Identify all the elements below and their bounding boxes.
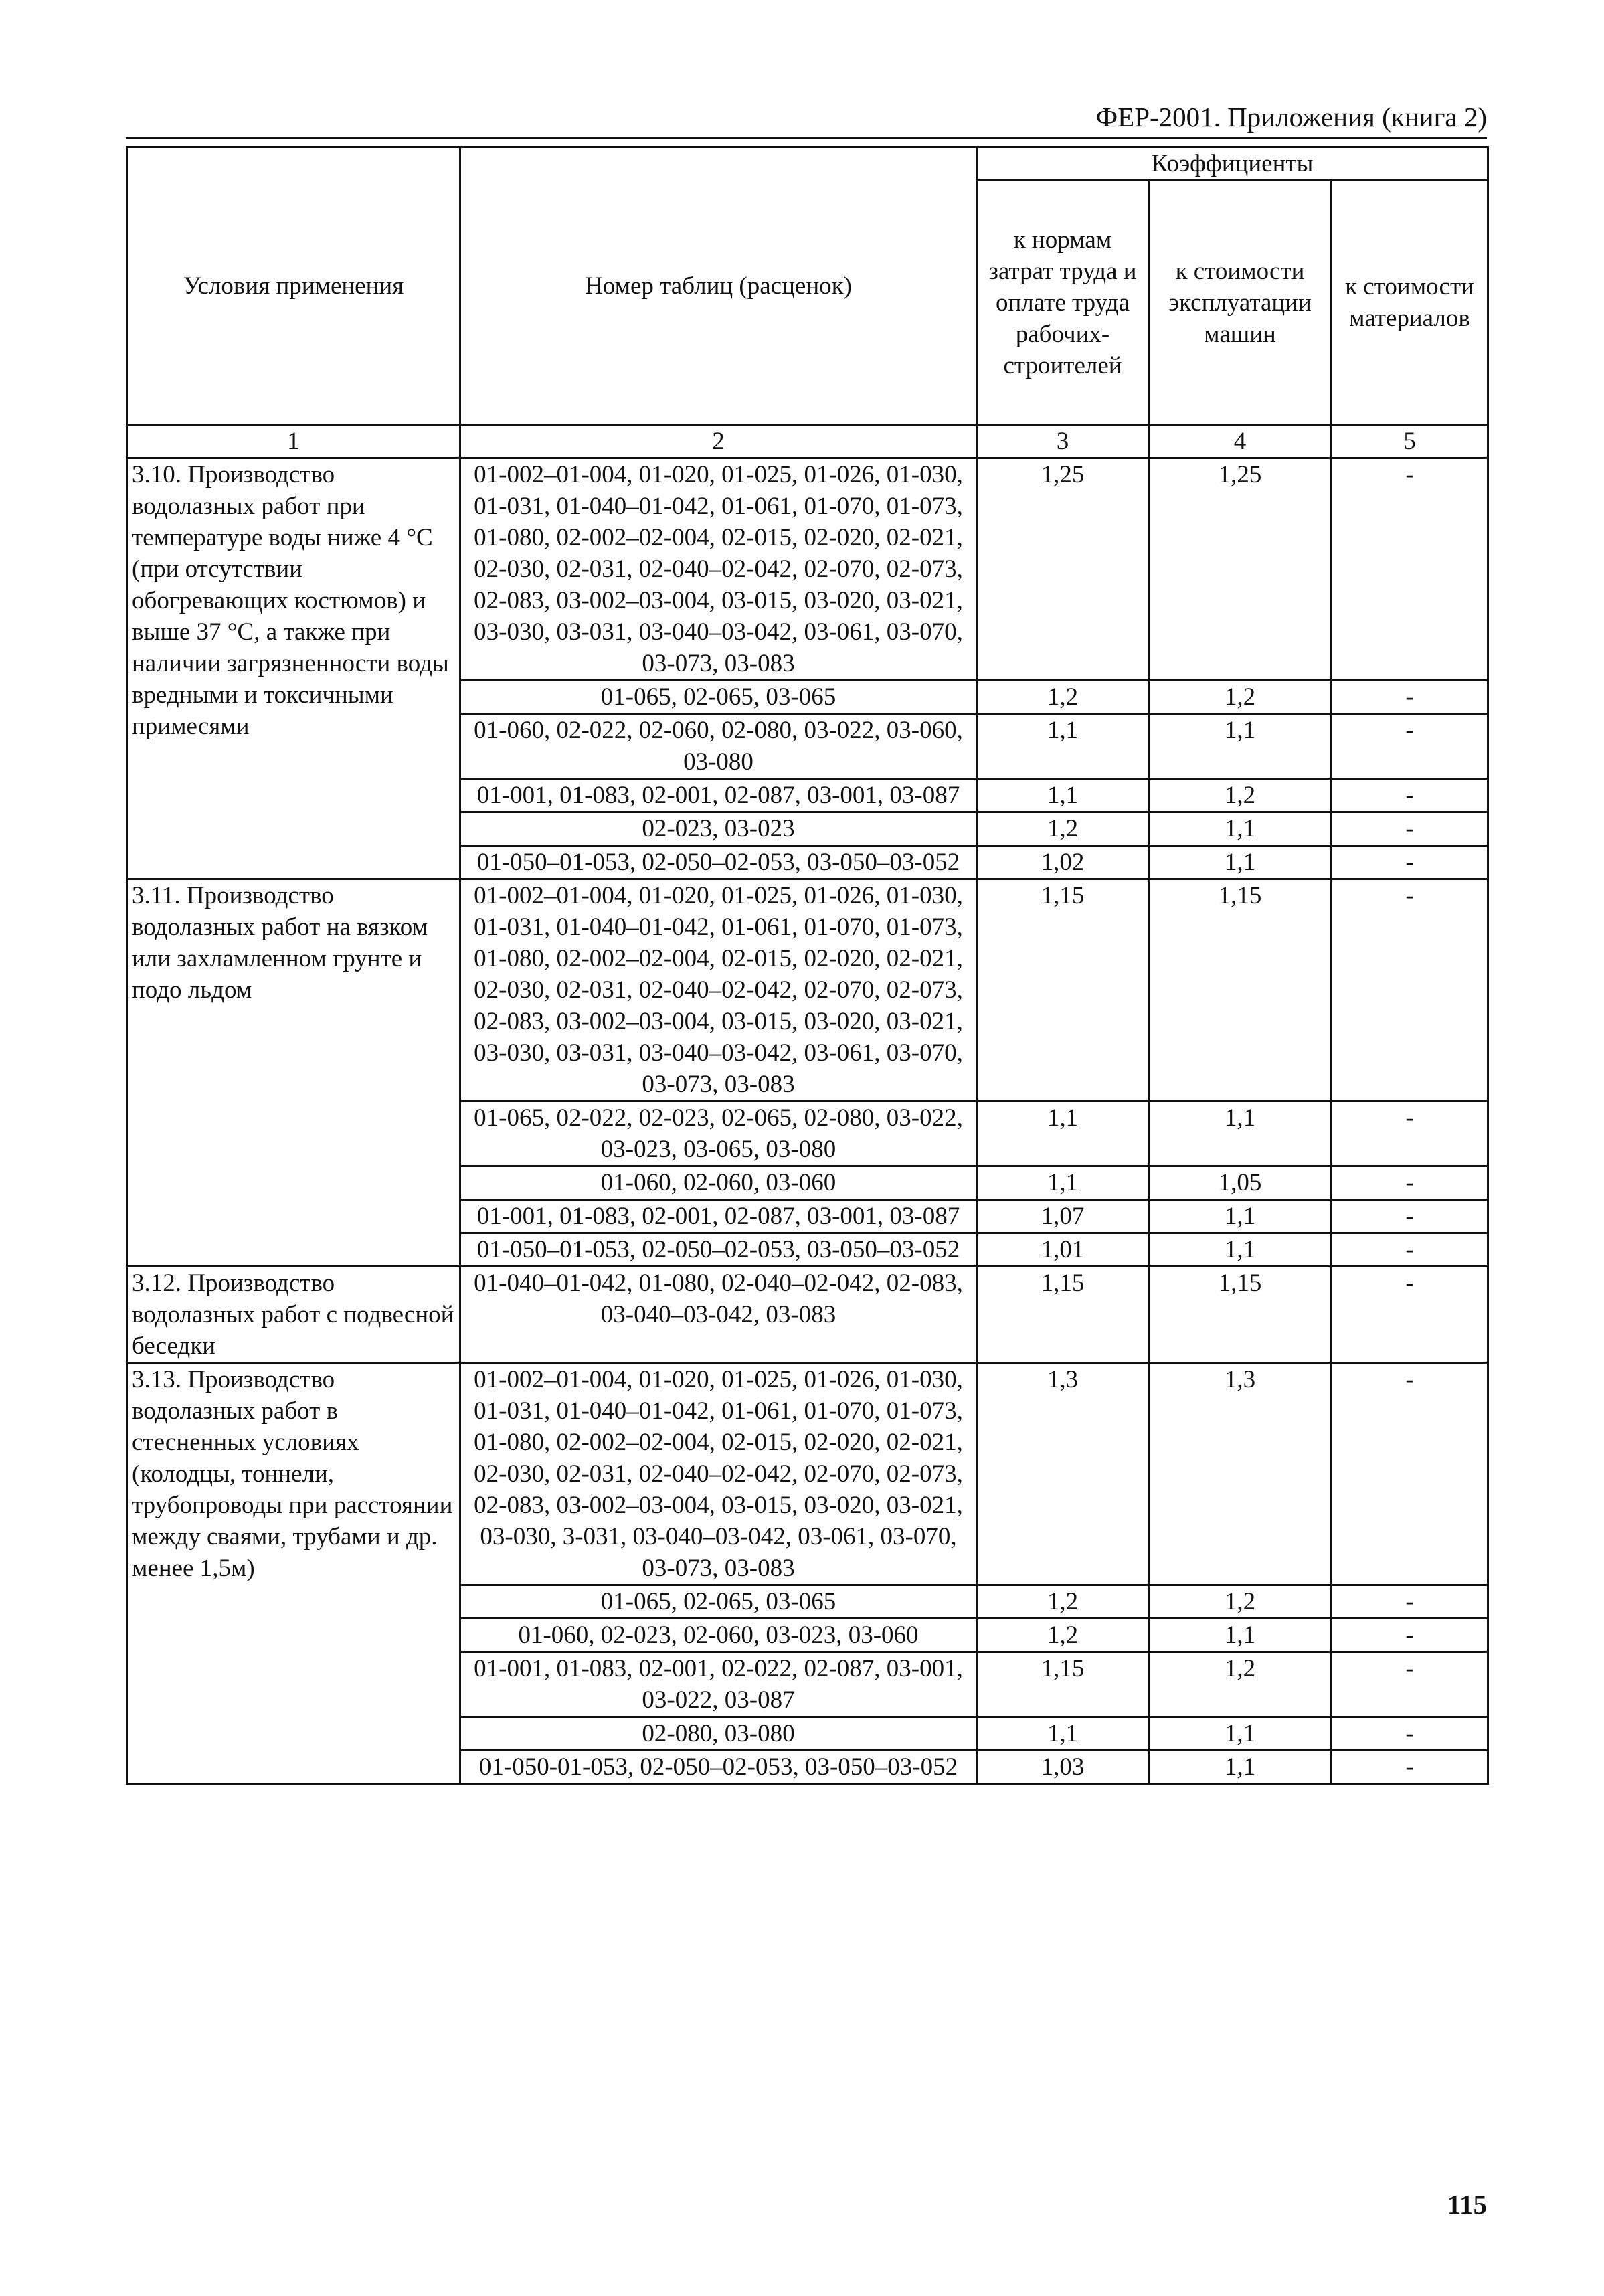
machines-coef: 1,2 [1149,779,1332,812]
materials-coef: - [1332,1619,1488,1652]
materials-coef: - [1332,714,1488,779]
tables-cell: 01-002–01-004, 01-020, 01-025, 01-026, 01-030, 01-031, 01-040–01-042, 01-061, 01-070, 01-073, 01-080, 02-002–02-004, 02-015, 02-020, 02-021, 02-030, 02-031, 02-040–02-042, 02-070, 02-073, 02-083, 03-002–03-004, 03-015, 03-020, 03-021, 03-030, 03-031, 03-040–03-042, 03-061, 03-070, 03-073, 03-083 [460,879,977,1101]
col-header-labor: к нормам затрат труда и оплате труда рабочих-строителей [977,181,1149,425]
col-header-coefficients: Коэффициенты [977,147,1488,181]
table-row [127,879,1488,1101]
col-header-tables: Номер таблиц (расценок) [460,147,977,425]
condition-cell-3-11: 3.11. Производство водолазных работ на вязком или захламленном грунте и подо льдом [127,879,460,1267]
labor-coef: 1,2 [977,812,1149,846]
tables-cell: 01-060, 02-023, 02-060, 03-023, 03-060 [460,1619,977,1652]
header-row-1 [127,147,1488,181]
materials-coef: - [1332,681,1488,714]
materials-coef: - [1332,1363,1488,1585]
labor-coef: 1,1 [977,779,1149,812]
materials-coef: - [1332,1101,1488,1166]
column-number: 2 [460,425,977,458]
machines-coef: 1,2 [1149,681,1332,714]
tables-cell: 01-001, 01-083, 02-001, 02-087, 03-001, 03-087 [460,1200,977,1233]
labor-coef: 1,15 [977,1267,1149,1363]
materials-coef: - [1332,779,1488,812]
machines-coef: 1,1 [1149,1751,1332,1784]
tables-cell: 01-001, 01-083, 02-001, 02-087, 03-001, 03-087 [460,779,977,812]
labor-coef: 1,2 [977,1585,1149,1619]
labor-coef: 1,15 [977,879,1149,1101]
machines-coef: 1,25 [1149,458,1332,681]
column-number: 1 [127,425,460,458]
column-number: 3 [977,425,1149,458]
machines-coef: 1,1 [1149,1717,1332,1751]
tables-cell: 01-001, 01-083, 02-001, 02-022, 02-087, 03-001, 03-022, 03-087 [460,1652,977,1717]
tables-cell: 01-050–01-053, 02-050–02-053, 03-050–03-052 [460,846,977,879]
materials-coef: - [1332,458,1488,681]
materials-coef: - [1332,1717,1488,1751]
labor-coef: 1,2 [977,681,1149,714]
condition-cell-3-10: 3.10. Производство водолазных работ при температуре воды ниже 4 °С (при отсутствии обогревающих костюмов) и выше 37 °С, а также при наличии загрязненности воды вредными и токсичными примесями [127,458,460,879]
machines-coef: 1,1 [1149,1200,1332,1233]
table-row [127,1363,1488,1585]
table-row [127,458,1488,681]
materials-coef: - [1332,812,1488,846]
machines-coef: 1,15 [1149,879,1332,1101]
tables-cell: 01-060, 02-022, 02-060, 02-080, 03-022, 03-060, 03-080 [460,714,977,779]
page-header-title: ФЕР-2001. Приложения (книга 2) [1095,102,1487,133]
header-rule [126,137,1487,139]
machines-coef: 1,1 [1149,714,1332,779]
materials-coef: - [1332,879,1488,1101]
machines-coef: 1,1 [1149,812,1332,846]
page-number: 115 [1447,2189,1487,2220]
materials-coef: - [1332,1585,1488,1619]
materials-coef: - [1332,1200,1488,1233]
machines-coef: 1,2 [1149,1585,1332,1619]
tables-cell: 01-050–01-053, 02-050–02-053, 03-050–03-052 [460,1233,977,1267]
tables-cell: 01-065, 02-022, 02-023, 02-065, 02-080, 03-022, 03-023, 03-065, 03-080 [460,1101,977,1166]
column-number: 5 [1332,425,1488,458]
machines-coef: 1,1 [1149,1101,1332,1166]
column-number: 4 [1149,425,1332,458]
col-header-materials: к стоимости материалов [1332,181,1488,425]
labor-coef: 1,01 [977,1233,1149,1267]
machines-coef: 1,1 [1149,1233,1332,1267]
labor-coef: 1,3 [977,1363,1149,1585]
labor-coef: 1,2 [977,1619,1149,1652]
column-number-row [127,425,1488,458]
tables-cell: 01-065, 02-065, 03-065 [460,1585,977,1619]
condition-cell-3-12: 3.12. Производство водолазных работ с подвесной беседки [127,1267,460,1363]
labor-coef: 1,02 [977,846,1149,879]
tables-cell: 01-040–01-042, 01-080, 02-040–02-042, 02-083, 03-040–03-042, 03-083 [460,1267,977,1363]
tables-cell: 02-023, 03-023 [460,812,977,846]
tables-cell: 02-080, 03-080 [460,1717,977,1751]
machines-coef: 1,05 [1149,1166,1332,1200]
table-row [127,1267,1488,1363]
labor-coef: 1,25 [977,458,1149,681]
materials-coef: - [1332,1233,1488,1267]
col-header-machines: к стоимости эксплуатации машин [1149,181,1332,425]
machines-coef: 1,1 [1149,846,1332,879]
labor-coef: 1,07 [977,1200,1149,1233]
tables-cell: 01-002–01-004, 01-020, 01-025, 01-026, 01-030, 01-031, 01-040–01-042, 01-061, 01-070, 01-073, 01-080, 02-002–02-004, 02-015, 02-020, 02-021, 02-030, 02-031, 02-040–02-042, 02-070, 02-073, 02-083, 03-002–03-004, 03-015, 03-020, 03-021, 03-030, 3-031, 03-040–03-042, 03-061, 03-070, 03-073, 03-083 [460,1363,977,1585]
materials-coef: - [1332,846,1488,879]
materials-coef: - [1332,1267,1488,1363]
tables-cell: 01-065, 02-065, 03-065 [460,681,977,714]
labor-coef: 1,03 [977,1751,1149,1784]
tables-cell: 01-050-01-053, 02-050–02-053, 03-050–03-052 [460,1751,977,1784]
labor-coef: 1,1 [977,1166,1149,1200]
labor-coef: 1,1 [977,714,1149,779]
machines-coef: 1,3 [1149,1363,1332,1585]
materials-coef: - [1332,1751,1488,1784]
labor-coef: 1,1 [977,1717,1149,1751]
machines-coef: 1,2 [1149,1652,1332,1717]
materials-coef: - [1332,1652,1488,1717]
machines-coef: 1,15 [1149,1267,1332,1363]
labor-coef: 1,1 [977,1101,1149,1166]
col-header-conditions: Условия применения [127,147,460,425]
tables-cell: 01-060, 02-060, 03-060 [460,1166,977,1200]
labor-coef: 1,15 [977,1652,1149,1717]
condition-cell-3-13: 3.13. Производство водолазных работ в стесненных условиях (колодцы, тоннели, трубопроводы при расстоянии между сваями, трубами и др. менее 1,5м) [127,1363,460,1784]
tables-cell: 01-002–01-004, 01-020, 01-025, 01-026, 01-030, 01-031, 01-040–01-042, 01-061, 01-070, 01-073, 01-080, 02-002–02-004, 02-015, 02-020, 02-021, 02-030, 02-031, 02-040–02-042, 02-070, 02-073, 02-083, 03-002–03-004, 03-015, 03-020, 03-021, 03-030, 03-031, 03-040–03-042, 03-061, 03-070, 03-073, 03-083 [460,458,977,681]
coefficients-table [126,146,1489,1785]
materials-coef: - [1332,1166,1488,1200]
machines-coef: 1,1 [1149,1619,1332,1652]
